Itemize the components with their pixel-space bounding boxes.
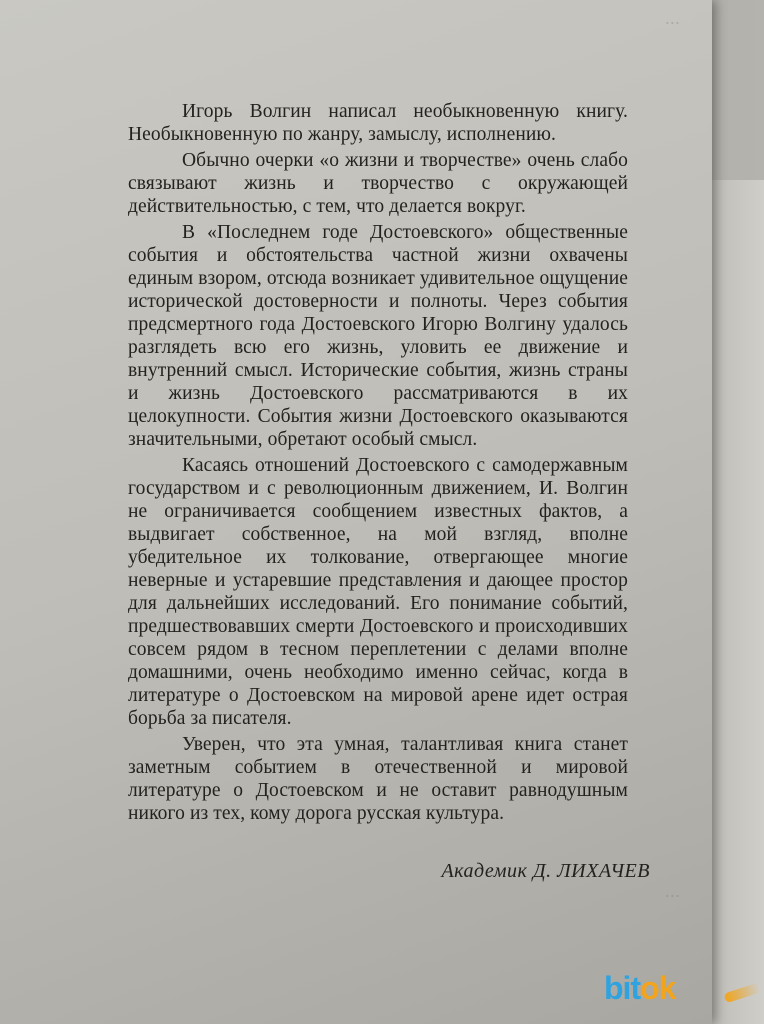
author-signature: Академик Д. ЛИХАЧЕВ	[441, 860, 650, 882]
bleed-through-text-top: ...	[664, 9, 680, 28]
bleed-through-text-bottom: ...	[664, 882, 680, 901]
paragraph-5: Уверен, что эта умная, талантливая книга станет заметным событием в отечественной и мировой литературе о Достоевском и не оставит равнодушным никого из тех, кому дорога русская культура.	[128, 734, 628, 824]
paragraph-4: Касаясь отношений Достоевского с самодержавным государством и с революционным движением, И. Волгин не ограничивается сообщением известных фактов, а выдвигает собственное, на мой взгляд, вполне убедительное их толкование, отвергающее многие неверные и устаревшие представления и дающее простор для дальнейших исследований. Его понимание событий, предшествовавших смерти Достоевского и происходивших совсем рядом в тесном переплетении с делами вполне домашними, очень необходимо именно сейчас, когда в литературе о Достоевском на мировой арене идет острая борьба за писателя.	[128, 455, 628, 729]
preface-text	[128, 100, 628, 828]
watermark-accent: ok	[640, 970, 676, 1006]
paragraph-1: Игорь Волгин написал необыкновенную книгу. Необыкновенную по жанру, замыслу, исполнению.	[128, 101, 628, 145]
site-watermark-logo	[604, 970, 675, 1007]
paragraph-2: Обычно очерки «о жизни и творчестве» очень слабо связывают жизнь и творчество с окружающей действительностью, с тем, что делается вокруг.	[128, 150, 628, 217]
paragraph-3: В «Последнем годе Достоевского» общественные события и обстоятельства частной жизни охвачены единым взором, отсюда возникает удивительное ощущение исторической достоверности и полноты. Через события предсмертного года Достоевского Игорю Волгину удалось разглядеть всю его жизнь, уловить ее движение и внутренний смысл. Исторические события, жизнь страны и жизнь Достоевского рассматриваются в их целокупности. События жизни Достоевского оказываются значительными, обретают особый смысл.	[128, 222, 628, 450]
watermark-prefix: bit	[604, 970, 641, 1006]
